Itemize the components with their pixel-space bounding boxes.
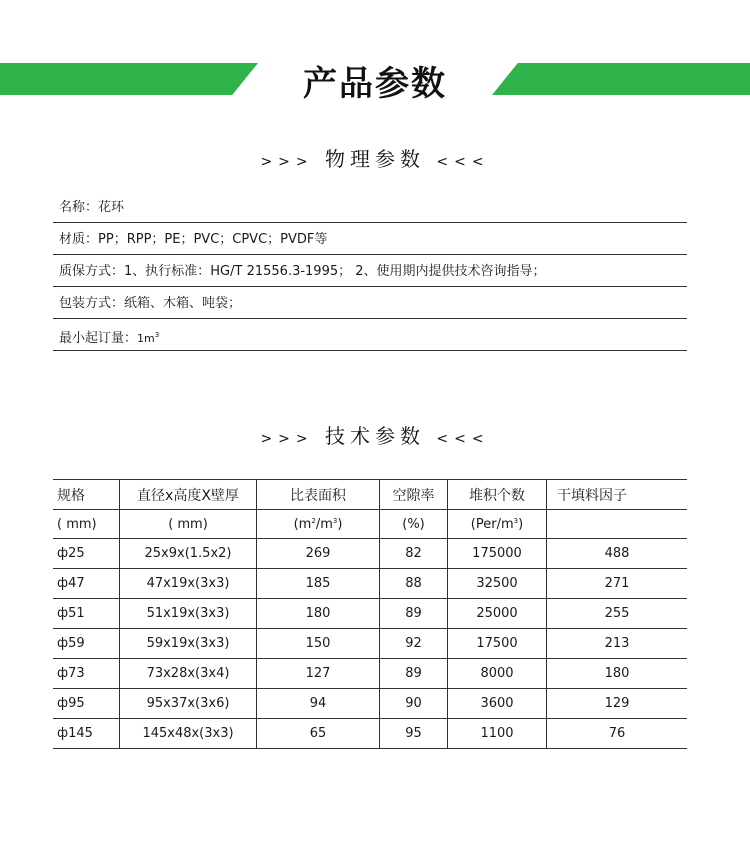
cell-dry-packing-factor: 271 [547,569,688,599]
cell-packing-count: 1100 [448,719,547,749]
cell-spec: ф25 [53,539,120,569]
row-label: 名称： [59,200,99,215]
cell-dimensions: 59x19x(3x3) [120,629,257,659]
header-spec: 规格 [53,480,120,510]
unit-surface-area [257,510,380,539]
cell-packing-count: 25000 [448,599,547,629]
cell-void-ratio: 89 [380,599,448,629]
arrows-right: <<< [436,431,490,447]
unit-exponent: 3 [332,516,338,525]
row-label: 最小起订量： [59,331,138,346]
cell-dry-packing-factor: 180 [547,659,688,689]
header-packing-count: 堆积个数 [448,480,547,510]
unit-exponent: 2 [311,516,316,525]
cell-void-ratio: 95 [380,719,448,749]
table-row [53,539,687,569]
cell-spec: ф47 [53,569,120,599]
cell-dry-packing-factor: 488 [547,539,688,569]
header-surface-area: 比表面积 [257,480,380,510]
cell-surface-area: 150 [257,629,380,659]
cell-surface-area: 94 [257,689,380,719]
row-value: 1m [137,332,155,345]
row-label: 包装方式： [59,296,125,311]
unit-part: ) [337,516,343,532]
cell-dimensions: 51x19x(3x3) [120,599,257,629]
cell-spec: ф95 [53,689,120,719]
table-row [53,569,687,599]
cell-spec: ф59 [53,629,120,659]
header-void-ratio: 空隙率 [380,480,448,510]
technical-title-text: 技术参数 [325,424,425,448]
cell-spec: ф51 [53,599,120,629]
table-row [53,599,687,629]
physical-section-title [0,143,750,172]
unit-part: ) [518,516,524,532]
physical-title-text: 物理参数 [325,147,425,171]
table-row [53,719,687,749]
physical-row-warranty [53,256,687,287]
cell-spec: ф145 [53,719,120,749]
unit-packing-count [448,510,547,539]
cell-surface-area: 127 [257,659,380,689]
cell-packing-count: 32500 [448,569,547,599]
cell-surface-area: 185 [257,569,380,599]
row-value: 纸箱、木箱、吨袋； [124,296,242,311]
cell-dimensions: 47x19x(3x3) [120,569,257,599]
table-unit-row [53,510,687,539]
row-value: 1、执行标准：HG/T 21556.3-1995； 2、使用期内提供技术咨询指导； [124,264,546,279]
row-value: 花环 [98,200,125,215]
cell-dry-packing-factor: 213 [547,629,688,659]
cell-packing-count: 17500 [448,629,547,659]
cell-surface-area: 269 [257,539,380,569]
cell-dimensions: 73x28x(3x4) [120,659,257,689]
cell-dimensions: 25x9x(1.5x2) [120,539,257,569]
cell-void-ratio: 82 [380,539,448,569]
physical-row-material [53,224,687,255]
row-label: 材质： [59,232,99,247]
cell-dimensions: 145x48x(3x3) [120,719,257,749]
unit-exponent: 3 [154,331,160,339]
unit-dimensions: ( mm) [120,510,257,539]
cell-packing-count: 8000 [448,659,547,689]
header-dry-packing-factor: 干填料因子 [547,480,688,510]
arrows-right: <<< [436,154,490,170]
cell-void-ratio: 90 [380,689,448,719]
unit-dry-packing-factor [547,510,688,539]
cell-void-ratio: 92 [380,629,448,659]
cell-packing-count: 3600 [448,689,547,719]
row-label: 质保方式： [59,264,125,279]
unit-part: (Per/m [470,516,514,532]
cell-dry-packing-factor: 76 [547,719,688,749]
table-header-row [53,480,687,510]
cell-void-ratio: 88 [380,569,448,599]
cell-dry-packing-factor: 255 [547,599,688,629]
physical-row-min-order [53,320,687,351]
technical-table [53,479,687,749]
cell-dimensions: 95x37x(3x6) [120,689,257,719]
technical-section-title [0,420,750,449]
physical-row-packaging [53,288,687,319]
unit-exponent: 3 [513,516,519,525]
table-row [53,689,687,719]
page-title: 产品参数 [303,64,447,104]
arrows-left: >>> [260,154,314,170]
cell-surface-area: 180 [257,599,380,629]
row-value: PP；RPP；PE；PVC；CPVC；PVDF等 [98,232,328,247]
unit-void-ratio: (%) [380,510,448,539]
cell-void-ratio: 89 [380,659,448,689]
cell-spec: ф73 [53,659,120,689]
arrows-left: >>> [260,431,314,447]
cell-dry-packing-factor: 129 [547,689,688,719]
unit-part: (m [293,516,312,532]
physical-row-name [53,192,687,223]
cell-packing-count: 175000 [448,539,547,569]
unit-spec: ( mm) [53,510,120,539]
header-dimensions: 直径x高度X壁厚 [120,480,257,510]
table-row [53,629,687,659]
unit-part: /m [315,516,333,532]
table-row [53,659,687,689]
cell-surface-area: 65 [257,719,380,749]
